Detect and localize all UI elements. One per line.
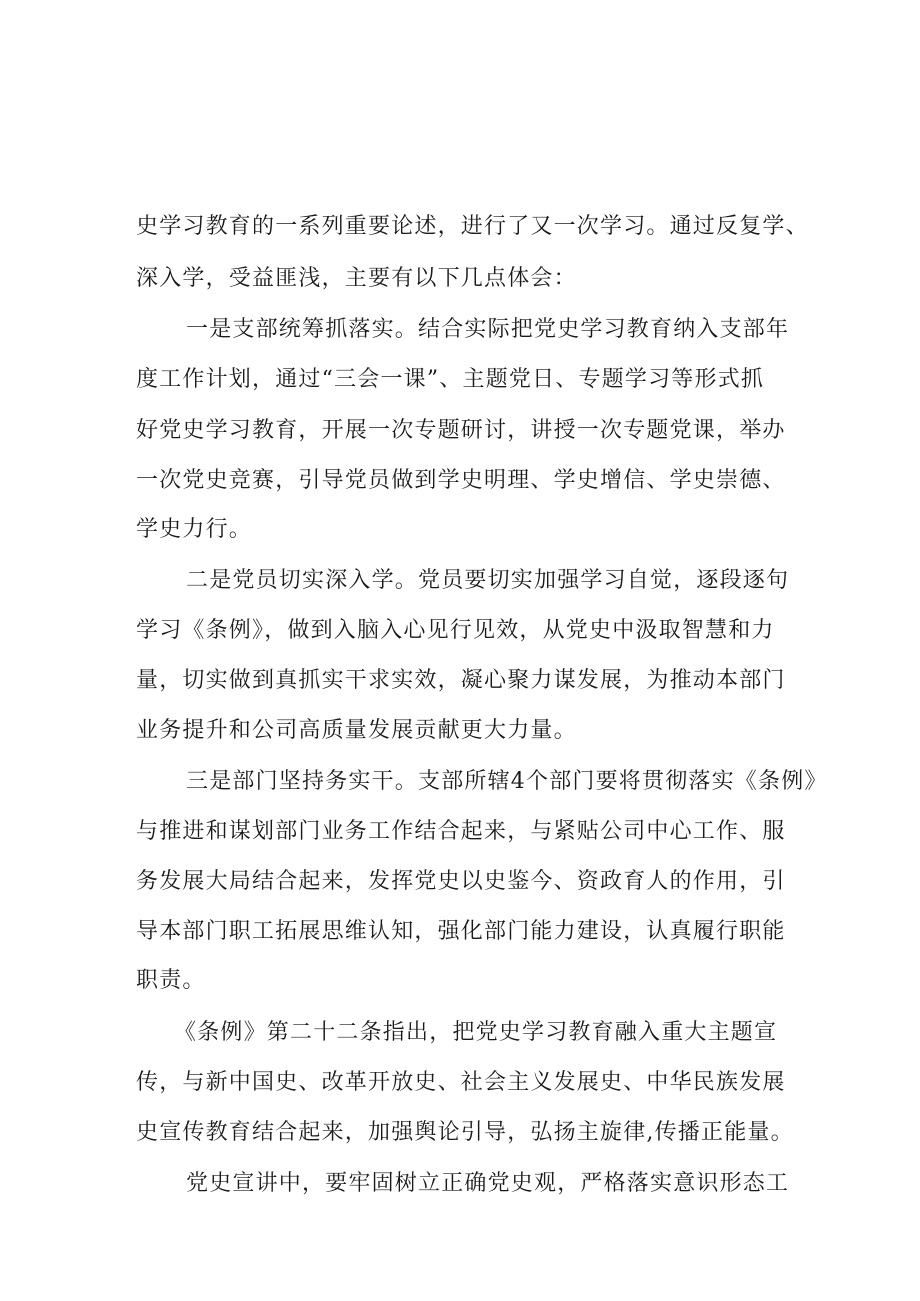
- text-line: 业务提升和公司高质量发展贡献更大力量。: [136, 718, 577, 743]
- text-line: 量，切实做到真抓实干求实效，凝心聚力谋发展，为推动本部门: [136, 668, 786, 693]
- text-line: 学史力行。: [136, 517, 253, 542]
- text-line: 三是部门坚持务实干。支部所辖4个部门要将贯彻落实《条例》: [186, 769, 828, 794]
- text-line: 导本部门职工拓展思维认知，强化部门能力建设，认真履行职能: [136, 919, 786, 944]
- text-line: 《条例》第二十二条指出，把党史学习教育融入重大主题宣: [174, 1020, 778, 1045]
- text-line: 史学习教育的一系列重要论述，进行了又一次学习。通过反复学、: [136, 214, 809, 239]
- text-line: 二是党员切实深入学。党员要切实加强学习自觉，逐段逐句: [186, 568, 790, 593]
- text-line: 党史宣讲中，要牢固树立正确党史观，严格落实意识形态工: [186, 1171, 790, 1196]
- text-line: 一次党史竞赛，引导党员做到学史明理、学史增信、学史崇德、: [136, 468, 786, 493]
- text-line: 务发展大局结合起来，发挥党史以史鉴今、资政育人的作用，引: [136, 869, 786, 894]
- text-line: 传，与新中国史、改革开放史、社会主义发展史、中华民族发展: [136, 1070, 786, 1095]
- text-line: 好党史学习教育，开展一次专题研讨，讲授一次专题党课，举办: [136, 418, 786, 443]
- text-line: 深入学，受益匪浅，主要有以下几点体会：: [136, 266, 577, 291]
- text-line: 学习《条例》，做到入脑入心见行见效，从党史中汲取智慧和力: [136, 618, 775, 643]
- text-line: 一是支部统筹抓落实。结合实际把党史学习教育纳入支部年: [186, 317, 790, 342]
- text-line: 度工作计划，通过“三会一课”、主题党日、专题学习等形式抓: [136, 367, 765, 392]
- text-line: 史宣传教育结合起来，加强舆论引导，弘扬主旋律,传播正能量。: [136, 1120, 794, 1145]
- text-line: 与推进和谋划部门业务工作结合起来，与紧贴公司中心工作、服: [136, 819, 786, 844]
- text-line: 职责。: [136, 968, 206, 993]
